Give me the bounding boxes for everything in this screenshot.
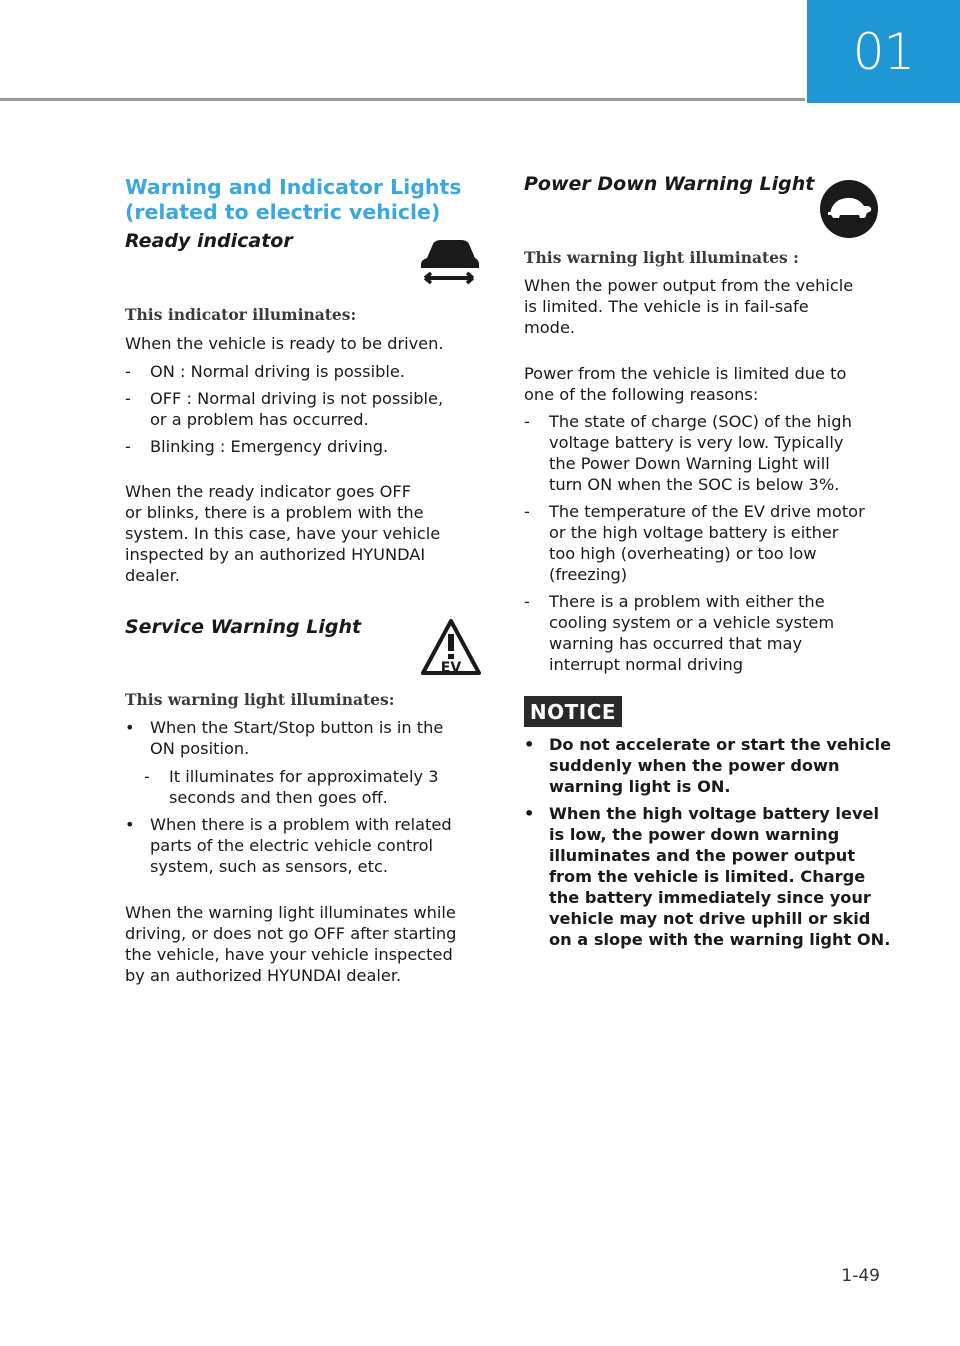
notice-bullet-battery: • When the high voltage battery level is low, the power down warning illuminates and the power output from the vehicle is limited. Charge the battery immediately since your vehicle may not drive uphill or skid on a slope with the warning light ON. xyxy=(524,804,891,949)
dash-marker: - xyxy=(125,362,131,381)
service-lead: This warning light illuminates: xyxy=(125,690,395,709)
notice-label: NOTICE xyxy=(524,696,622,727)
power-para1: When the power output from the vehicle is limited. The vehicle is in fail-safe mode. xyxy=(524,276,854,337)
service-body: When the warning light illuminates while driving, or does not go OFF after starting the vehicle, have your vehicle inspected by an authorized HYUNDAI dealer. xyxy=(125,903,457,985)
bullet-marker: • xyxy=(524,804,535,823)
service-subitem: - It illuminates for approximately 3 seconds and then goes off. xyxy=(144,767,439,807)
power-para2: Power from the vehicle is limited due to one of the following reasons: xyxy=(524,364,847,404)
item-text: or a problem has occurred. xyxy=(150,410,369,429)
bullet-marker: • xyxy=(125,815,135,834)
power-down-heading: Power Down Warning Light xyxy=(524,173,815,195)
dash-marker: - xyxy=(144,767,150,786)
power-reason-soc: - The state of charge (SOC) of the high voltage battery is very low. Typically the Power Down Warning Light will turn ON when the SOC is below 3%. xyxy=(524,412,852,494)
item-text: Blinking : Emergency driving. xyxy=(150,437,389,456)
dash-marker: - xyxy=(524,592,530,611)
notice-bullet-accelerate: • Do not accelerate or start the vehicle suddenly when the power down warning light is ON. xyxy=(524,735,892,796)
service-bullet-problem: • When there is a problem with related parts of the electric vehicle control system, such as sensors, etc. xyxy=(125,815,452,876)
header-rule xyxy=(0,98,805,101)
ready-indicator-heading: Ready indicator xyxy=(125,230,293,252)
ready-intro: When the vehicle is ready to be driven. xyxy=(125,334,444,353)
ev-icon-text: EV xyxy=(440,660,462,676)
turtle-icon xyxy=(818,178,880,240)
power-lead: This warning light illuminates : xyxy=(524,248,799,267)
page-number: 1-49 xyxy=(841,1266,880,1286)
ready-lead: This indicator illuminates: xyxy=(125,305,357,324)
ready-car-icon xyxy=(417,238,483,288)
section-title-line2: (related to electric vehicle) xyxy=(125,200,441,224)
ready-item-off xyxy=(125,388,443,430)
ready-body: When the ready indicator goes OFF or blinks, there is a problem with the system. In this case, have your vehicle inspected by an authorized HYUNDAI dealer. xyxy=(125,482,441,585)
dash-marker: - xyxy=(524,502,530,521)
power-reason-system: - There is a problem with either the cooling system or a vehicle system warning has occurred that may interrupt normal driving xyxy=(524,592,835,674)
dash-marker: - xyxy=(524,412,530,431)
ev-warning-icon xyxy=(419,617,483,677)
power-reason-temperature: - The temperature of the EV drive motor or the high voltage battery is either too high (overheating) or too low (freezing) xyxy=(524,502,865,584)
ready-item-blinking xyxy=(125,436,388,457)
ready-item-on xyxy=(125,361,405,382)
section-title-line1: Warning and Indicator Lights xyxy=(125,175,462,199)
chapter-tab: 01 xyxy=(807,0,960,103)
service-warning-heading: Service Warning Light xyxy=(125,616,362,638)
item-text: ON : Normal driving is possible. xyxy=(150,362,405,381)
dash-marker: - xyxy=(125,437,131,456)
bullet-marker: • xyxy=(125,718,135,737)
service-bullet-start-stop: • When the Start/Stop button is in the ON position. xyxy=(125,718,444,758)
bullet-marker: • xyxy=(524,735,535,754)
item-text: OFF : Normal driving is not possible, xyxy=(150,389,444,408)
dash-marker: - xyxy=(125,389,131,408)
